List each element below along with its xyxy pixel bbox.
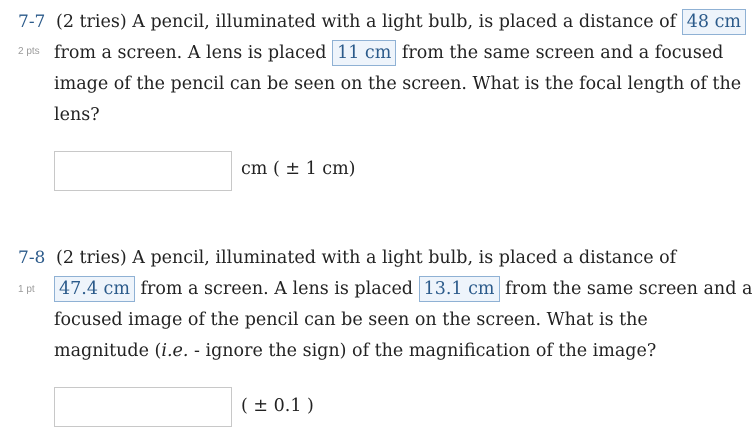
answer-unit: cm ( ± 1 cm) [241,159,356,179]
answer-unit: ( ± 0.1 ) [241,396,314,416]
question-text: from the same screen and a [505,279,752,299]
question-text: from the same screen and a focused [401,43,724,63]
parameter-distance: 48 cm [682,9,746,35]
question-text-italic: i.e. [161,341,189,361]
parameter-lens-distance: 13.1 cm [419,276,500,302]
question-text-line [54,276,752,302]
question-points: 2 pts [18,46,40,57]
question-text-line [54,338,656,364]
answer-input[interactable] [54,387,232,427]
question-text-line [54,40,723,66]
question-text-line [56,9,746,35]
question-text: (2 tries) A pencil, illuminated with a light bulb, is placed a distance of [56,12,677,32]
parameter-lens-distance: 11 cm [332,40,396,66]
question-text: magnitude ( [54,341,162,361]
question-points: 1 pt [18,284,35,295]
question-number: 7-8 [18,248,46,268]
question-text-line: image of the pencil can be seen on the screen. What is the focal length of the [54,74,742,94]
question-text-line: (2 tries) A pencil, illuminated with a light bulb, is placed a distance of [56,248,677,268]
question-text: - ignore the sign) of the magnification of the image? [188,341,657,361]
question-text-line: focused image of the pencil can be seen on the screen. What is the [54,310,648,330]
question-text: from a screen. A lens is placed [54,43,327,63]
parameter-distance: 47.4 cm [54,276,135,302]
question-text: from a screen. A lens is placed [140,279,414,299]
question-text-line: lens? [54,105,100,125]
answer-input[interactable] [54,151,232,191]
question-number: 7-7 [18,12,46,32]
